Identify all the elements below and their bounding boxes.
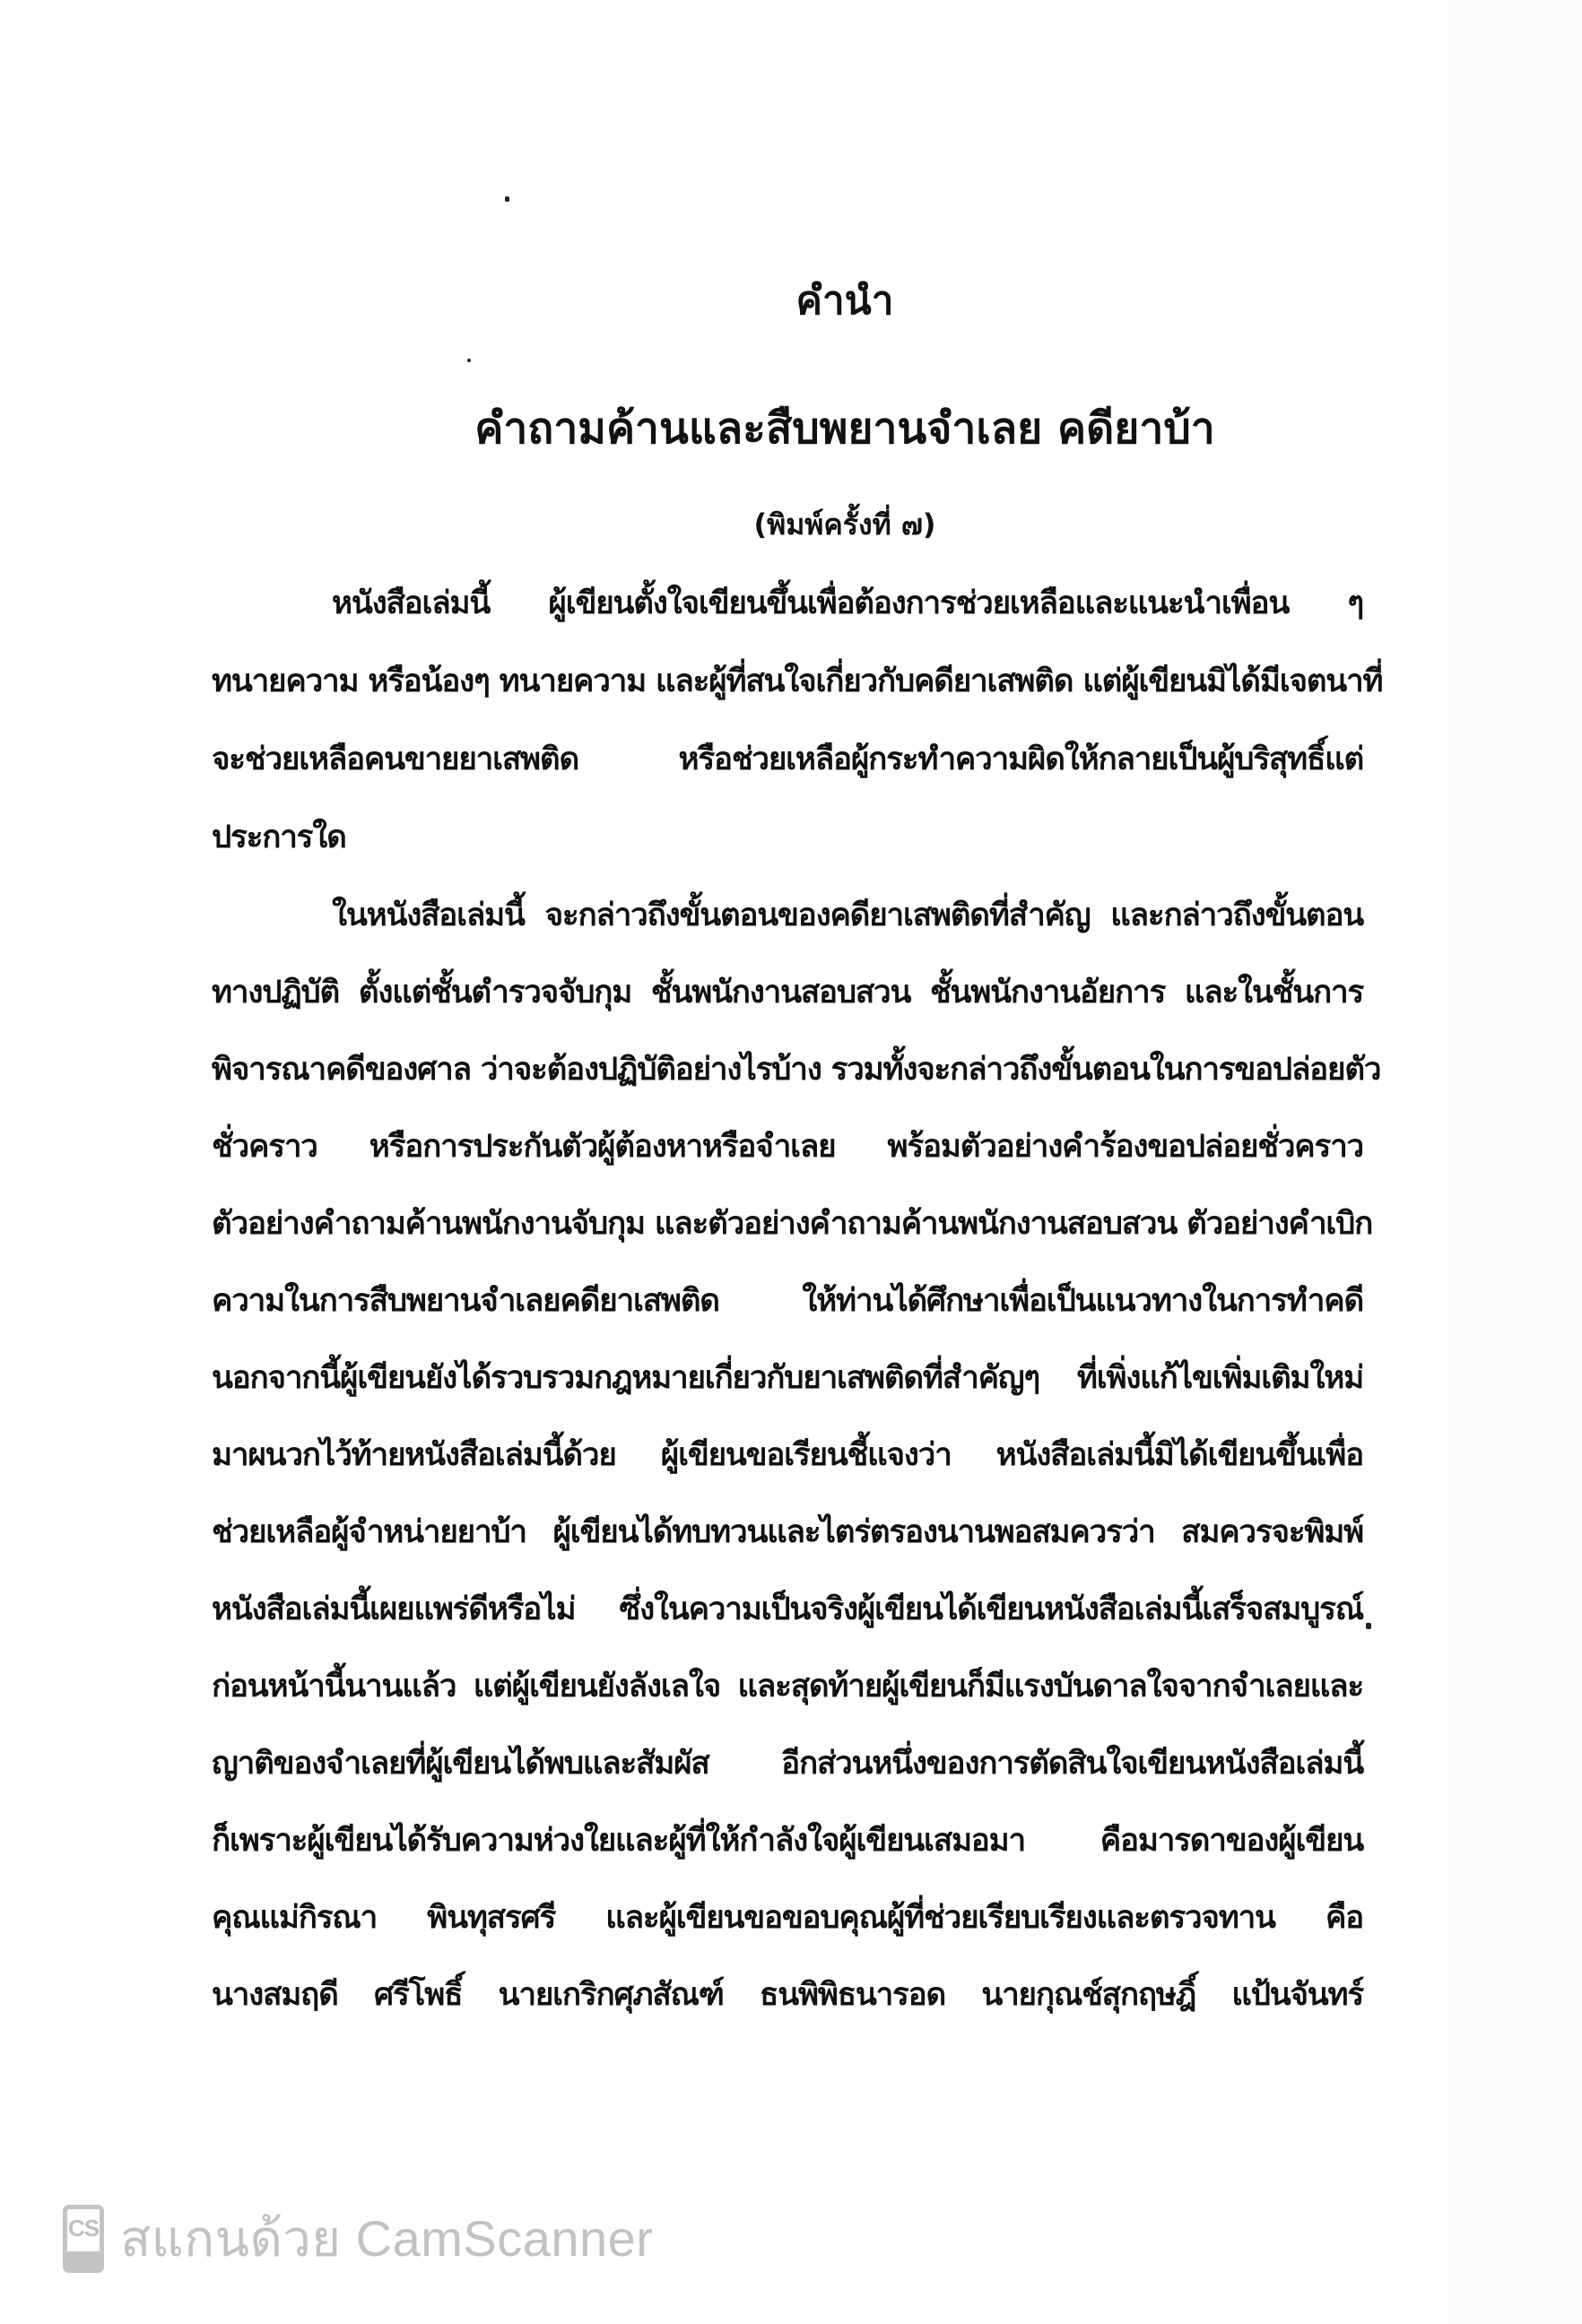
- logo-text: CS: [67, 2214, 100, 2242]
- text-line: ก็เพราะผู้เขียนได้รับความห่วงใยและผู้ที่ให้กำลังใจผู้เขียนเสมอมา คือมารดาของผู้เขียน: [212, 1823, 1363, 1859]
- text-line: ชั่วคราว หรือการประกันตัวผู้ต้องหาหรือจำเลย พร้อมตัวอย่างคำร้องขอปล่อยชั่วคราว: [212, 1129, 1363, 1165]
- text-line: ความในการสืบพยานจำเลยคดียาเสพติด ให้ท่านได้ศึกษาเพื่อเป็นแนวทางในการทำคดี: [212, 1283, 1363, 1319]
- camscanner-watermark: [63, 2198, 653, 2278]
- book-title: คำถามค้านและสืบพยานจำเลย คดียาบ้า: [474, 403, 1215, 454]
- camscanner-logo-icon: [63, 2205, 104, 2273]
- text-line: ทนายความ หรือน้องๆ ทนายความ และผู้ที่สนใจเกี่ยวกับคดียาเสพติด แต่ผู้เขียนมิได้มีเจตนาที่: [212, 663, 1383, 699]
- text-line: ก่อนหน้านี้นานแล้ว แต่ผู้เขียนยังลังเลใจ และสุดท้ายผู้เขียนก็มีแรงบันดาลใจจากจำเลยและ: [212, 1669, 1363, 1704]
- edition-label: (พิมพ์ครั้งที่ ๗): [753, 507, 936, 542]
- text-line: มาผนวกไว้ท้ายหนังสือเล่มนี้ด้วย ผู้เขียนขอเรียนชี้แจงว่า หนังสือเล่มนี้มิได้เขียนขึ้นเพื่อ: [212, 1437, 1363, 1473]
- text-line: หนังสือเล่มนี้เผยแพร่ดีหรือไม่ ซึ่งในความเป็นจริงผู้เขียนได้เขียนหนังสือเล่มนี้เสร็จสมบูรณ์: [212, 1591, 1363, 1627]
- text-line: หนังสือเล่มนี้ ผู้เขียนตั้งใจเขียนขึ้นเพื่อต้องการช่วยเหลือและแนะนำเพื่อน ๆ: [332, 585, 1363, 621]
- text-line: ช่วยเหลือผู้จำหน่ายยาบ้า ผู้เขียนได้ทบทวนและไตร่ตรองนานพอสมควรว่า สมควรจะพิมพ์: [212, 1514, 1363, 1550]
- text-line: จะช่วยเหลือคนขายยาเสพติด หรือช่วยเหลือผู้กระทำความผิดให้กลายเป็นผู้บริสุทธิ์แต่: [212, 741, 1363, 777]
- text-line: คุณแม่กิรณา พินทุสรศรี และผู้เขียนขอขอบคุณผู้ที่ช่วยเรียบเรียงและตรวจทาน คือ: [212, 1900, 1363, 1936]
- scan-speck: [467, 359, 471, 362]
- text-line: ทางปฏิบัติ ตั้งแต่ชั้นตำรวจจับกุม ชั้นพนักงานสอบสวน ชั้นพนักงานอัยการ และในชั้นการ: [212, 975, 1363, 1010]
- scan-speck: [1366, 1623, 1371, 1629]
- text-line: ประการใด: [212, 819, 346, 855]
- text-line: ตัวอย่างคำถามค้านพนักงานจับกุม และตัวอย่างคำถามค้านพนักงานสอบสวน ตัวอย่างคำเบิก: [212, 1206, 1373, 1242]
- logo-bar: [66, 2251, 100, 2269]
- text-line: ในหนังสือเล่มนี้ จะกล่าวถึงขั้นตอนของคดียาเสพติดที่สำคัญ และกล่าวถึงขั้นตอน: [332, 898, 1363, 933]
- text-line: นอกจากนี้ผู้เขียนยังได้รวบรวมกฎหมายเกี่ยวกับยาเสพติดที่สำคัญๆ ที่เพิ่งแก้ไขเพิ่มเติมใหม่: [212, 1360, 1363, 1396]
- text-line: พิจารณาคดีของศาล ว่าจะต้องปฏิบัติอย่างไรบ้าง รวมทั้งจะกล่าวถึงขั้นตอนในการขอปล่อยตัว: [212, 1052, 1381, 1088]
- scan-speck: [505, 196, 509, 202]
- text-line: นางสมฤดี ศรีโพธิ์ นายเกริกศุภสัณฑ์ ธนพิพิธนารอด นายกุณช์สุกฤษฎิ์ แป้นจันทร์: [212, 1977, 1363, 2013]
- text-line: ญาติของจำเลยที่ผู้เขียนได้พบและสัมผัส อีกส่วนหนึ่งของการตัดสินใจเขียนหนังสือเล่มนี้: [212, 1746, 1363, 1782]
- heading-foreword: คำนำ: [795, 278, 894, 324]
- watermark-text: สแกนด้วย CamScanner: [120, 2210, 654, 2267]
